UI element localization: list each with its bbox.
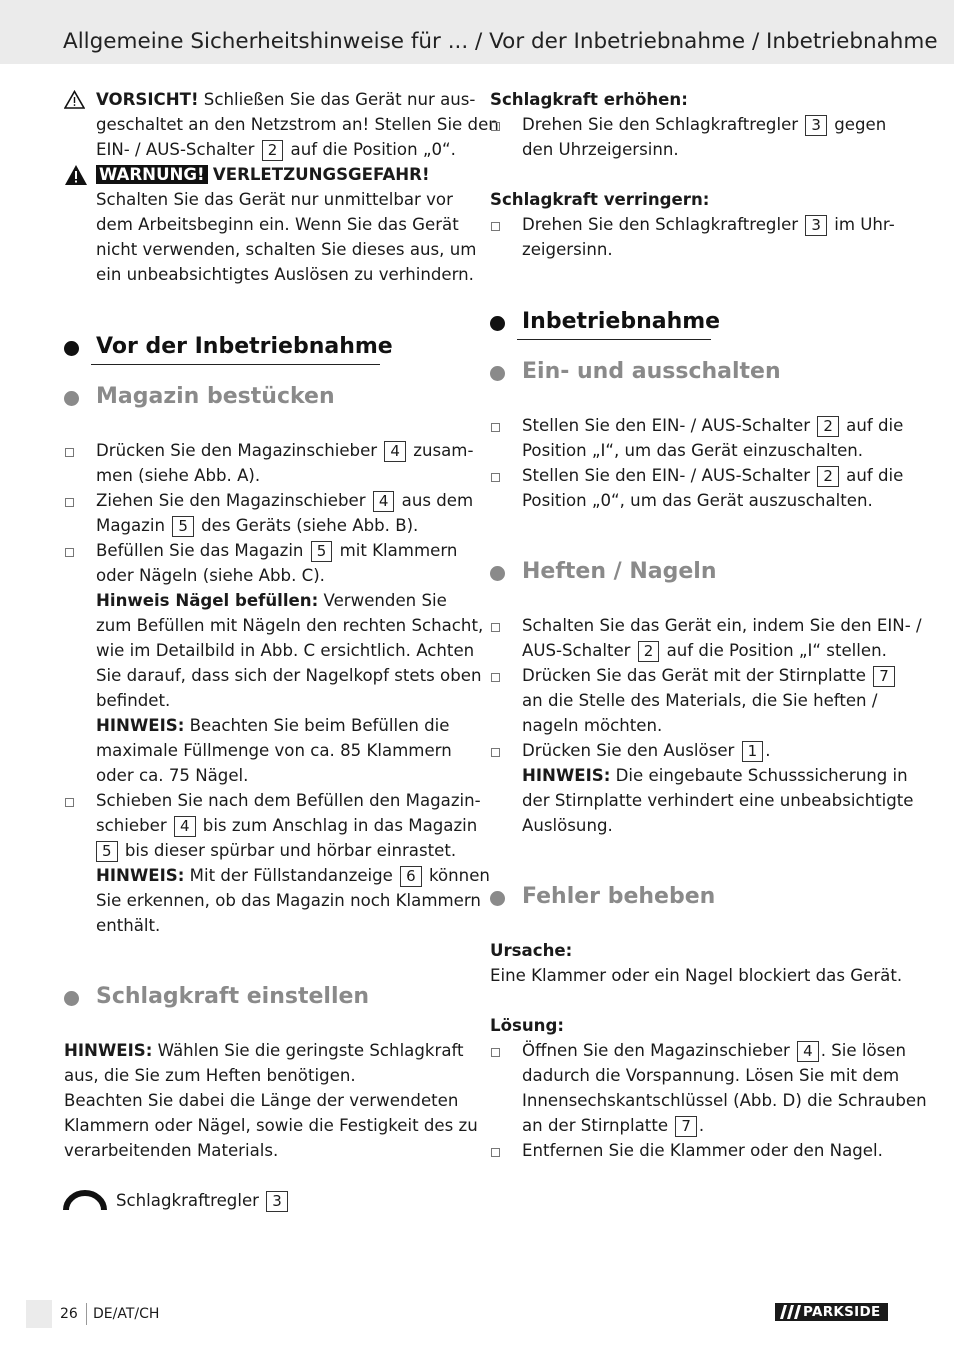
text-span: bis zum Anschlag in das Magazin bbox=[202, 816, 478, 835]
schlagkraft-note-2: aus, die Sie zum Heften benötigen. bbox=[64, 1066, 356, 1085]
footer-divider bbox=[86, 1303, 87, 1325]
caution-line-2: geschaltet an den Netzstrom an! Stellen Sie den bbox=[96, 115, 499, 134]
ref-number-box: 2 bbox=[638, 641, 660, 662]
ein-item-2 bbox=[522, 463, 903, 488]
caution-triangle-icon bbox=[64, 90, 85, 109]
warning-line-3: nicht verwenden, schalten Sie dieses aus, um bbox=[96, 240, 477, 259]
brand-logo bbox=[775, 1303, 888, 1321]
checkbox-bullet-icon bbox=[65, 548, 74, 557]
subsection-title-heften: Heften / Nageln bbox=[522, 559, 717, 584]
erhoehen-item bbox=[522, 112, 886, 137]
ref-number-box: 3 bbox=[805, 215, 827, 236]
schlagkraft-note-5: verarbeitenden Materials. bbox=[64, 1141, 279, 1160]
text-span: an der Stirnplatte bbox=[522, 1116, 669, 1135]
ref-number-box: 5 bbox=[96, 841, 118, 862]
subsection-title-magazin: Magazin bestücken bbox=[96, 384, 335, 409]
note-naegel bbox=[96, 588, 447, 613]
loesung-item-1b: dadurch die Vorspannung. Lösen Sie mit dem bbox=[522, 1066, 900, 1085]
checkbox-bullet-icon bbox=[65, 798, 74, 807]
text-span: des Geräts (siehe Abb. B). bbox=[201, 516, 419, 535]
text-span: Verwenden Sie bbox=[323, 591, 447, 610]
ref-number-box: 2 bbox=[817, 416, 839, 437]
checkbox-bullet-icon bbox=[491, 1148, 500, 1157]
text-span: Die eingebaute Schusssicherung in bbox=[615, 766, 908, 785]
heften-item-2c: nageln möchten. bbox=[522, 716, 663, 735]
ref-number-box: 2 bbox=[817, 466, 839, 487]
text-span: HINWEIS: bbox=[522, 766, 611, 785]
text-span: auf die bbox=[846, 416, 904, 435]
checkbox-bullet-icon bbox=[491, 623, 500, 632]
magazin-item-1 bbox=[96, 438, 473, 463]
ref-number-box: 3 bbox=[805, 115, 827, 136]
verringern-title: Schlagkraft verringern: bbox=[490, 190, 710, 209]
note-menge-2: maximale Füllmenge von ca. 85 Klammern bbox=[96, 741, 452, 760]
text-span: können bbox=[429, 866, 490, 885]
checkbox-bullet-icon bbox=[491, 748, 500, 757]
ref-number-box: 4 bbox=[174, 816, 196, 837]
footer-tab bbox=[26, 1300, 52, 1328]
schlagkraft-regler-legend bbox=[116, 1188, 290, 1213]
ein-item-1 bbox=[522, 413, 903, 438]
brand-stripes-icon bbox=[780, 1305, 802, 1319]
loesung-label: Lösung: bbox=[490, 1016, 564, 1035]
text-span: Drücken Sie das Gerät mit der Stirnplatte bbox=[522, 666, 866, 685]
text-span: Mit der Füllstandanzeige bbox=[189, 866, 393, 885]
heften-note-3: Auslösung. bbox=[522, 816, 613, 835]
magazin-item-2 bbox=[96, 488, 473, 513]
ref-number-box: 4 bbox=[373, 491, 395, 512]
text-span: AUS-Schalter bbox=[522, 641, 631, 660]
section-bullet-icon bbox=[64, 341, 79, 356]
text-span: Drücken Sie den Auslöser bbox=[522, 741, 735, 760]
note-menge bbox=[96, 713, 450, 738]
loesung-item-1 bbox=[522, 1038, 906, 1063]
magazin-item-3 bbox=[96, 538, 457, 563]
checkbox-bullet-icon bbox=[65, 448, 74, 457]
warning-line-1: Schalten Sie das Gerät nur unmittelbar vor bbox=[96, 190, 453, 209]
caution-line-1 bbox=[96, 87, 475, 112]
section-title-vor: Vor der Inbetriebnahme bbox=[96, 334, 393, 359]
text-span: WARNUNG! bbox=[96, 165, 208, 184]
heften-note-2: der Stirnplatte verhindert eine unbeabsichtigte bbox=[522, 791, 914, 810]
text-span: EIN- / AUS-Schalter bbox=[96, 140, 255, 159]
text-span: VERLETZUNGSGEFAHR! bbox=[212, 165, 430, 184]
verringern-item bbox=[522, 212, 895, 237]
loesung-item-2: Entfernen Sie die Klammer oder den Nagel. bbox=[522, 1141, 883, 1160]
checkbox-bullet-icon bbox=[491, 473, 500, 482]
note-naegel-3: wie im Detailbild in Abb. C ersichtlich. Achten bbox=[96, 641, 475, 660]
magazin-item-4: Schieben Sie nach dem Befüllen den Magazin- bbox=[96, 791, 481, 810]
text-span: Öffnen Sie den Magazinschieber bbox=[522, 1041, 790, 1060]
magazin-item-1b: men (siehe Abb. A). bbox=[96, 466, 261, 485]
text-span: HINWEIS: bbox=[64, 1041, 153, 1060]
section-title-inbetriebnahme: Inbetriebnahme bbox=[522, 309, 721, 334]
loesung-item-1d bbox=[522, 1113, 704, 1138]
ref-number-box: 5 bbox=[311, 541, 333, 562]
subsection-bullet-icon bbox=[64, 991, 79, 1006]
magazin-item-4b bbox=[96, 813, 477, 838]
checkbox-bullet-icon bbox=[65, 498, 74, 507]
text-span: im Uhr- bbox=[834, 215, 895, 234]
text-span: Beachten Sie beim Befüllen die bbox=[189, 716, 450, 735]
section-underline bbox=[91, 364, 380, 365]
checkbox-bullet-icon bbox=[491, 423, 500, 432]
ref-number-box: 3 bbox=[266, 1191, 288, 1212]
schlagkraft-note-4: Klammern oder Nägel, sowie die Festigkeit des zu bbox=[64, 1116, 478, 1135]
subsection-title-schlagkraft: Schlagkraft einstellen bbox=[96, 984, 370, 1009]
section-bullet-icon bbox=[490, 316, 505, 331]
text-span: auf die Position „I“ stellen. bbox=[666, 641, 887, 660]
heften-item-1b bbox=[522, 638, 887, 663]
schlagkraft-note bbox=[64, 1038, 464, 1063]
text-span: HINWEIS: bbox=[96, 866, 185, 885]
heften-item-3 bbox=[522, 738, 770, 763]
erhoehen-item-2: den Uhrzeigersinn. bbox=[522, 140, 679, 159]
text-span: bis dieser spürbar und hörbar einrastet. bbox=[124, 841, 457, 860]
text-span: Drehen Sie den Schlagkraftregler bbox=[522, 115, 799, 134]
text-span: Stellen Sie den EIN- / AUS-Schalter bbox=[522, 466, 811, 485]
text-span: Wählen Sie die geringste Schlagkraft bbox=[157, 1041, 464, 1060]
text-span: Stellen Sie den EIN- / AUS-Schalter bbox=[522, 416, 811, 435]
ursache-label: Ursache: bbox=[490, 941, 573, 960]
text-span: schieber bbox=[96, 816, 167, 835]
page-number: 26 bbox=[60, 1306, 78, 1322]
warning-line-0 bbox=[96, 162, 430, 187]
heften-item-2b: an die Stelle des Materials, die Sie heften / bbox=[522, 691, 878, 710]
text-span: Drehen Sie den Schlagkraftregler bbox=[522, 215, 799, 234]
verringern-item-2: zeigersinn. bbox=[522, 240, 613, 259]
subsection-bullet-icon bbox=[490, 566, 505, 581]
ref-number-box: 7 bbox=[675, 1116, 697, 1137]
subsection-bullet-icon bbox=[64, 391, 79, 406]
checkbox-bullet-icon bbox=[491, 673, 500, 682]
text-span: . bbox=[765, 741, 771, 760]
magazin-item-4c bbox=[96, 838, 456, 863]
magazin-item-2b bbox=[96, 513, 418, 538]
magazin-item-3b: oder Nägeln (siehe Abb. C). bbox=[96, 566, 325, 585]
page-title: Allgemeine Sicherheitshinweise für ... / Vor der Inbetriebnahme / Inbetriebnahme bbox=[63, 29, 938, 54]
note-menge-3: oder ca. 75 Nägel. bbox=[96, 766, 249, 785]
section-underline bbox=[517, 339, 711, 340]
text-span: . Sie lösen bbox=[820, 1041, 907, 1060]
subsection-title-fehler: Fehler beheben bbox=[522, 884, 716, 909]
subsection-title-ein: Ein- und ausschalten bbox=[522, 359, 781, 384]
ref-number-box: 4 bbox=[384, 441, 406, 462]
text-span: Drücken Sie den Magazinschieber bbox=[96, 441, 378, 460]
text-span: Hinweis Nägel befüllen: bbox=[96, 591, 319, 610]
text-span: aus dem bbox=[401, 491, 474, 510]
text-span: Ziehen Sie den Magazinschieber bbox=[96, 491, 366, 510]
checkbox-bullet-icon bbox=[491, 222, 500, 231]
checkbox-bullet-icon bbox=[491, 1048, 500, 1057]
heften-note bbox=[522, 763, 908, 788]
footer-locale: DE/AT/CH bbox=[93, 1306, 160, 1322]
heften-item-1: Schalten Sie das Gerät ein, indem Sie den EIN- / bbox=[522, 616, 922, 635]
ref-number-box: 6 bbox=[400, 866, 422, 887]
subsection-bullet-icon bbox=[490, 366, 505, 381]
text-span: Schlagkraftregler bbox=[116, 1191, 259, 1210]
loesung-item-1c: Innensechskantschlüssel (Abb. D) die Schrauben bbox=[522, 1091, 927, 1110]
schlagkraft-dial-icon bbox=[63, 1188, 107, 1212]
note-naegel-5: befindet. bbox=[96, 691, 171, 710]
note-fuell bbox=[96, 863, 490, 888]
note-fuell-3: enthält. bbox=[96, 916, 161, 935]
ref-box: 2 bbox=[262, 140, 284, 161]
note-fuell-2: Sie erkennen, ob das Magazin noch Klammern bbox=[96, 891, 481, 910]
text-span: Befüllen Sie das Magazin bbox=[96, 541, 304, 560]
ein-item-2b: Position „0“, um das Gerät auszuschalten. bbox=[522, 491, 873, 510]
text-span: mit Klammern bbox=[339, 541, 458, 560]
note-naegel-2: zum Befüllen mit Nägeln den rechten Schacht, bbox=[96, 616, 484, 635]
ein-item-1b: Position „I“, um das Gerät einzuschalten. bbox=[522, 441, 864, 460]
heften-item-2 bbox=[522, 663, 897, 688]
warning-line-2: dem Arbeitsbeginn ein. Wenn Sie das Gerät bbox=[96, 215, 459, 234]
schlagkraft-note-3: Beachten Sie dabei die Länge der verwendeten bbox=[64, 1091, 459, 1110]
brand-name: PARKSIDE bbox=[803, 1304, 881, 1320]
text-span: auf die bbox=[846, 466, 904, 485]
ref-number-box: 5 bbox=[172, 516, 194, 537]
ursache-text: Eine Klammer oder ein Nagel blockiert das Gerät. bbox=[490, 966, 903, 985]
ref-number-box: 7 bbox=[873, 666, 895, 687]
page-header bbox=[0, 0, 954, 64]
subsection-bullet-icon bbox=[490, 891, 505, 906]
erhoehen-title: Schlagkraft erhöhen: bbox=[490, 90, 688, 109]
ref-number-box: 1 bbox=[742, 741, 764, 762]
warning-line-4: ein unbeabsichtigtes Auslösen zu verhindern. bbox=[96, 265, 474, 284]
warning-triangle-icon bbox=[64, 164, 88, 186]
text-span: Schließen Sie das Gerät nur aus- bbox=[203, 90, 476, 109]
text-span: . bbox=[698, 1116, 705, 1135]
text-span: HINWEIS: bbox=[96, 716, 185, 735]
text-span: zusam- bbox=[413, 441, 474, 460]
text-span: VORSICHT! bbox=[96, 90, 199, 109]
text-span: Magazin bbox=[96, 516, 166, 535]
ref-number-box: 4 bbox=[797, 1041, 819, 1062]
note-naegel-4: Sie darauf, dass sich der Nagelkopf stets oben bbox=[96, 666, 482, 685]
checkbox-bullet-icon bbox=[491, 122, 500, 131]
caution-line-3 bbox=[96, 137, 456, 162]
text-span: auf die Position „0“. bbox=[290, 140, 456, 159]
text-span: gegen bbox=[834, 115, 887, 134]
